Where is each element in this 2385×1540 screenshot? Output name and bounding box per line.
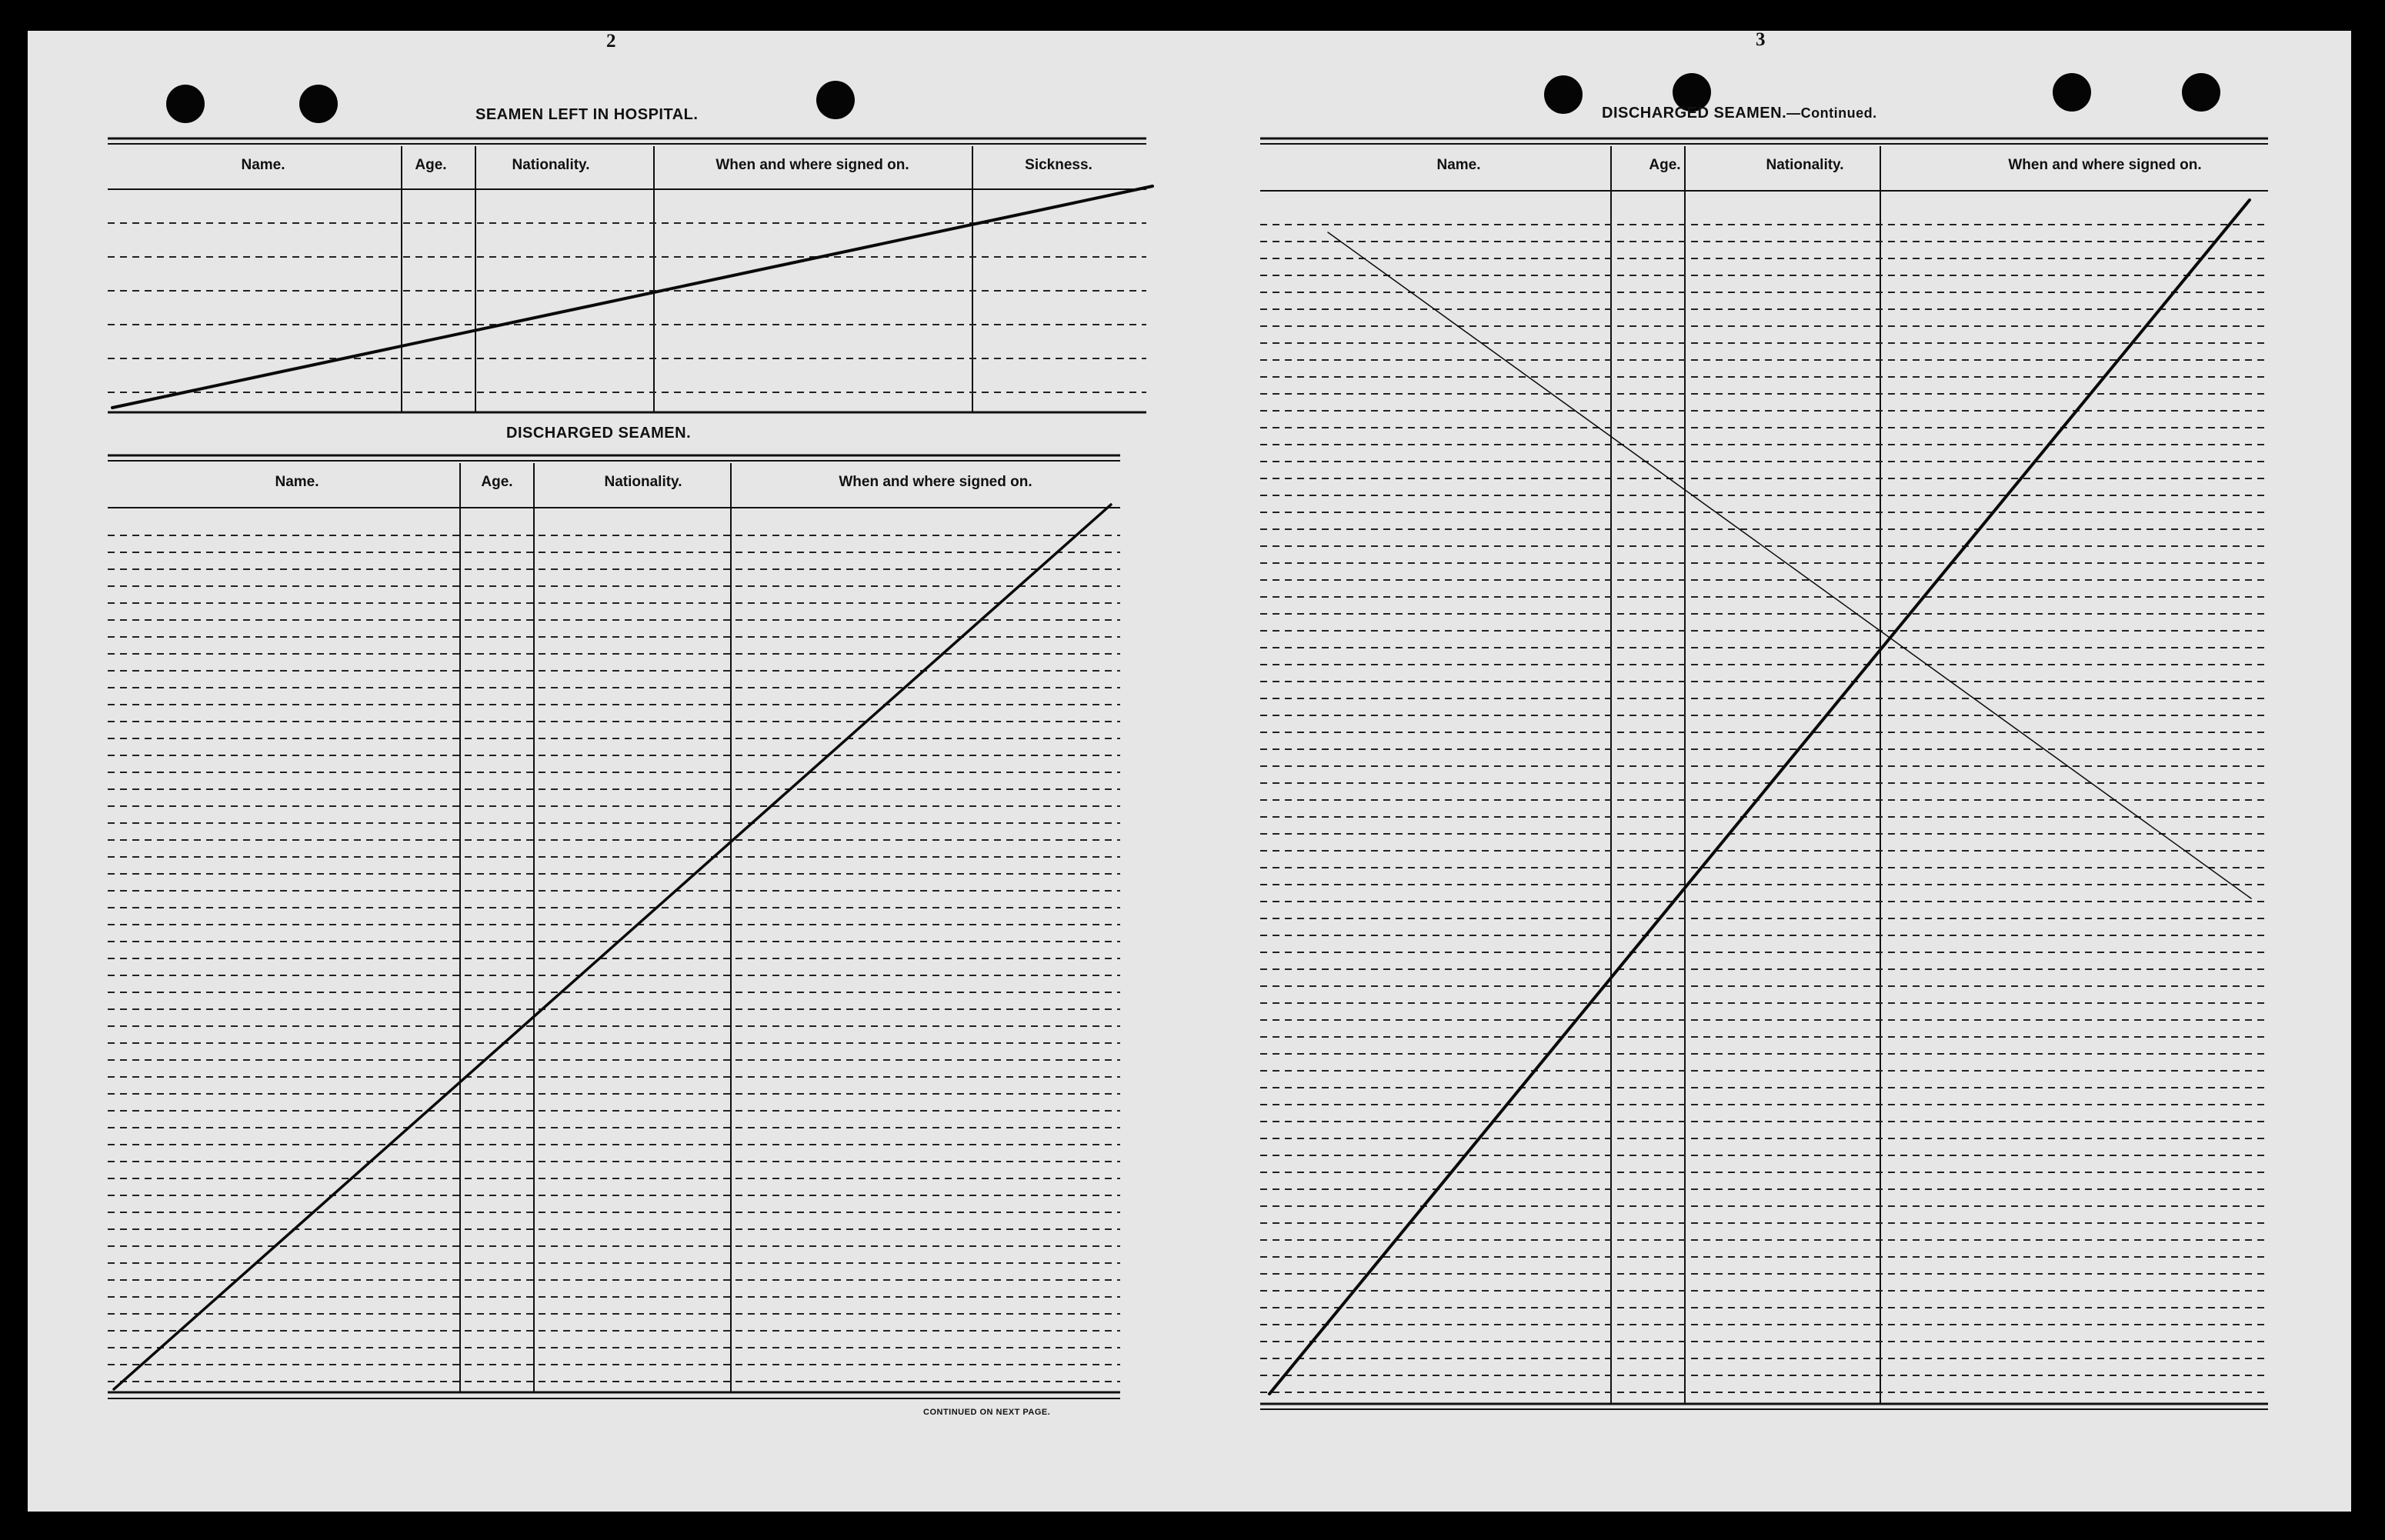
cancel-stroke-faint [1328,232,2251,898]
discharged-col-age: Age. [481,474,513,490]
hospital-section-title: SEAMEN LEFT IN HOSPITAL. [475,106,699,123]
cancel-stroke [112,186,1152,408]
right-col-signed-on: When and where signed on. [2008,157,2202,173]
right-col-name: Name. [1436,157,1481,173]
hospital-col-sickness: Sickness. [1025,157,1092,173]
form-ruling [28,31,2351,1512]
hospital-col-nationality: Nationality. [512,157,590,173]
hospital-col-age: Age. [415,157,447,173]
continued-note: CONTINUED ON NEXT PAGE. [923,1408,1051,1417]
right-col-age: Age. [1649,157,1681,173]
discharged-section-title: DISCHARGED SEAMEN. [506,425,692,442]
discharged-col-signed-on: When and where signed on. [839,474,1032,490]
cancel-stroke [1269,200,2250,1394]
right-page-number: 3 [1756,31,1766,50]
right-title-suffix: —Continued. [1786,105,1877,121]
left-page-number: 2 [606,31,616,52]
hospital-col-signed-on: When and where signed on. [716,157,909,173]
hospital-col-name: Name. [241,157,285,173]
right-col-nationality: Nationality. [1766,157,1844,173]
discharged-col-nationality: Nationality. [604,474,682,490]
document-sheet [28,31,2351,1512]
right-title-main: DISCHARGED SEAMEN. [1602,105,1787,122]
discharged-col-name: Name. [275,474,319,490]
